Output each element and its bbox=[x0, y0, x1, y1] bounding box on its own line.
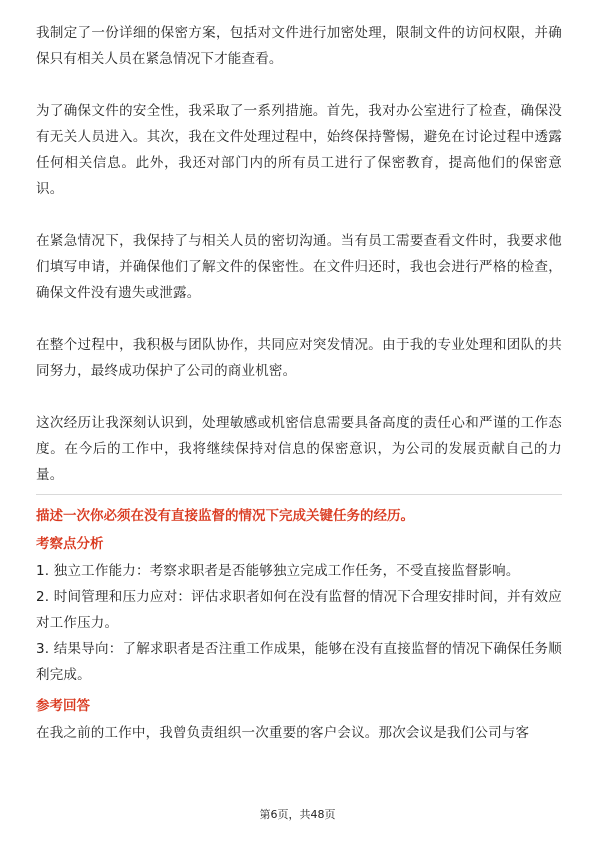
section-divider bbox=[36, 494, 562, 495]
paragraph-gap bbox=[36, 384, 562, 410]
document-body bbox=[36, 20, 562, 746]
paragraph-gap bbox=[36, 72, 562, 98]
answer-text: 在我之前的工作中，我曾负责组织一次重要的客户会议。那次会议是我们公司与客 bbox=[36, 725, 530, 741]
paragraph-gap bbox=[36, 202, 562, 228]
analysis-item-3: 3. 结果导向：了解求职者是否注重工作成果，能够在没有直接监督的情况下确保任务顺利完成。 bbox=[36, 641, 562, 683]
page-number: 第6页，共48页 bbox=[259, 808, 336, 821]
paragraph-team-collaboration: 在整个过程中，我积极与团队协作，共同应对突发情况。由于我的专业处理和团队的共同努力，最终成功保护了公司的商业机密。 bbox=[36, 337, 562, 379]
paragraph-reflection: 这次经历让我深刻认识到，处理敏感或机密信息需要具备高度的责任心和严谨的工作态度。在今后的工作中，我将继续保持对信息的保密意识，为公司的发展贡献自己的力量。 bbox=[36, 415, 562, 483]
paragraph-security-measures: 为了确保文件的安全性，我采取了一系列措施。首先，我对办公室进行了检查，确保没有无关人员进入。其次，我在文件处理过程中，始终保持警惕，避免在讨论过程中透露任何相关信息。此外，我还对部门内的所有员工进行了保密教育，提高他们的保密意识。 bbox=[36, 103, 562, 197]
analysis-heading: 考察点分析 bbox=[36, 536, 104, 552]
paragraph-security-plan: 我制定了一份详细的保密方案，包括对文件进行加密处理，限制文件的访问权限，并确保只有相关人员在紧急情况下才能查看。 bbox=[36, 25, 562, 67]
answer-heading: 参考回答 bbox=[36, 698, 90, 714]
analysis-item-2: 2. 时间管理和压力应对：评估求职者如何在没有监督的情况下合理安排时间，并有效应对工作压力。 bbox=[36, 589, 562, 631]
interview-question: 描述一次你必须在没有直接监督的情况下完成关键任务的经历。 bbox=[36, 508, 414, 524]
paragraph-gap bbox=[36, 306, 562, 332]
analysis-item-1: 1. 独立工作能力：考察求职者是否能够独立完成工作任务，不受直接监督影响。 bbox=[36, 563, 520, 579]
paragraph-emergency-communication: 在紧急情况下，我保持了与相关人员的密切沟通。当有员工需要查看文件时，我要求他们填写申请，并确保他们了解文件的保密性。在文件归还时，我也会进行严格的检查，确保文件没有遗失或泄露。 bbox=[36, 233, 562, 301]
